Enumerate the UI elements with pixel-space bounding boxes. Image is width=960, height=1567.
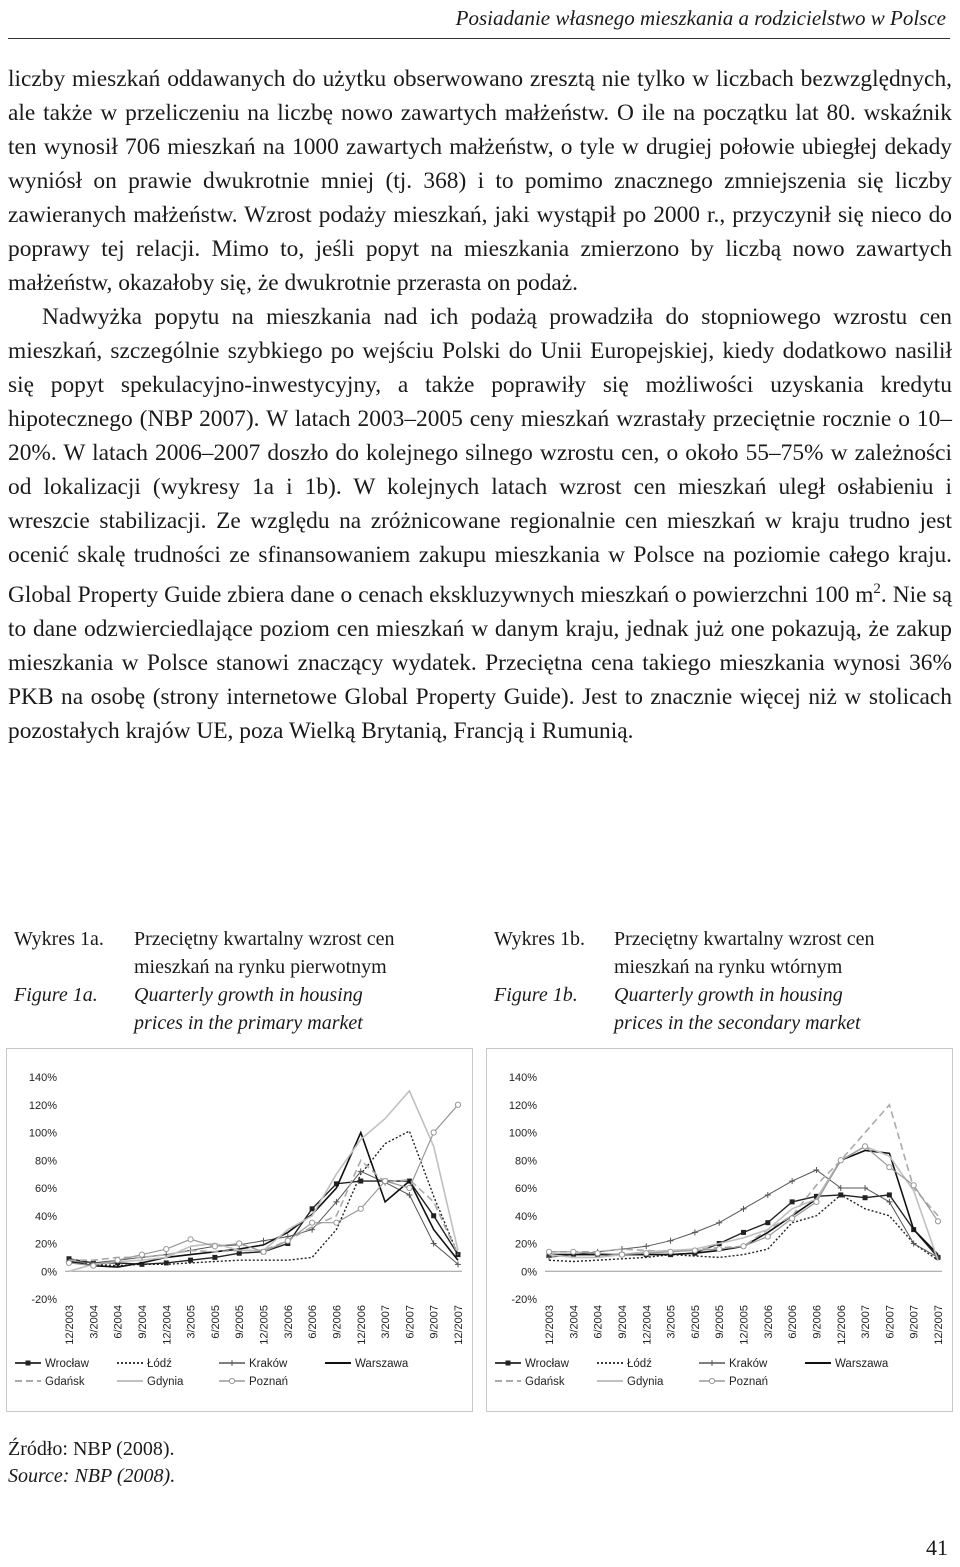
data-point <box>407 1185 412 1190</box>
data-point <box>935 1219 940 1224</box>
legend-label: Gdańsk <box>525 1376 565 1388</box>
x-tick-label: 3/2006 <box>282 1305 295 1339</box>
x-tick-label: 9/2007 <box>908 1305 921 1339</box>
data-point <box>741 1206 747 1212</box>
legend-label: Warszawa <box>355 1358 409 1370</box>
series-line-Warszawa <box>549 1151 938 1255</box>
x-tick-label: 9/2005 <box>234 1305 247 1339</box>
y-tick-label: 0% <box>41 1266 57 1279</box>
legend-label: Kraków <box>249 1358 288 1370</box>
data-point <box>887 1192 892 1197</box>
chart-1a <box>6 1048 473 1412</box>
x-tick-label: 6/2005 <box>689 1305 702 1339</box>
y-tick-label: 120% <box>28 1099 57 1112</box>
x-tick-label: 9/2005 <box>714 1305 727 1339</box>
caption-b-pl-label: Wykres 1b. <box>494 928 585 950</box>
caption-a-en-label: Figure 1a. <box>14 984 98 1006</box>
data-point <box>887 1165 892 1170</box>
data-point <box>358 1179 363 1184</box>
x-tick-label: 12/2003 <box>544 1305 556 1345</box>
x-tick-label: 6/2004 <box>592 1305 605 1339</box>
data-point <box>765 1220 770 1225</box>
page-number: 41 <box>926 1535 948 1560</box>
x-tick-label: 6/2007 <box>404 1305 417 1339</box>
chart-1b-svg <box>487 1049 952 1411</box>
legend-marker <box>506 1361 511 1366</box>
data-point <box>741 1230 746 1235</box>
x-tick-label: 12/2006 <box>835 1305 848 1345</box>
legend-label: Poznań <box>729 1376 769 1388</box>
data-point <box>188 1237 193 1242</box>
data-point <box>911 1183 916 1188</box>
x-tick-label: 6/2004 <box>112 1305 125 1339</box>
x-tick-label: 3/2007 <box>860 1305 873 1339</box>
data-point <box>741 1244 746 1249</box>
data-point <box>455 1102 460 1107</box>
data-point <box>261 1238 267 1244</box>
x-tick-label: 9/2006 <box>331 1305 344 1339</box>
data-point <box>310 1220 315 1225</box>
data-point <box>358 1206 363 1211</box>
legend-marker <box>709 1378 714 1383</box>
caption-a-pl-line2: mieszkań na rynku pierwotnym <box>134 956 387 978</box>
y-tick-label: 20% <box>34 1238 57 1251</box>
y-tick-label: 60% <box>34 1183 57 1195</box>
data-point <box>619 1252 624 1257</box>
series-line-Warszawa <box>69 1133 458 1268</box>
data-point <box>310 1206 315 1211</box>
data-point <box>692 1229 698 1235</box>
data-point <box>643 1243 649 1249</box>
data-point <box>668 1249 673 1254</box>
legend-marker <box>229 1378 234 1383</box>
x-tick-label: 9/2006 <box>811 1305 824 1339</box>
data-point <box>595 1251 600 1256</box>
y-tick-label: 140% <box>508 1072 537 1084</box>
data-point <box>862 1144 867 1149</box>
caption-figure-1b <box>494 925 874 1037</box>
data-point <box>237 1241 242 1246</box>
data-point <box>164 1246 169 1251</box>
data-point <box>91 1263 96 1268</box>
legend-label: Wrocław <box>525 1358 569 1370</box>
legend-label: Gdynia <box>147 1376 184 1388</box>
caption-a-pl-label: Wykres 1a. <box>14 928 104 950</box>
y-tick-label: 20% <box>514 1238 537 1251</box>
data-point <box>790 1199 795 1204</box>
data-point <box>668 1238 674 1244</box>
data-point <box>237 1251 242 1256</box>
x-tick-label: 12/2004 <box>161 1305 174 1345</box>
x-tick-label: 3/2007 <box>380 1305 393 1339</box>
x-tick-label: 3/2004 <box>88 1305 101 1339</box>
paragraph-2-part-1: Nadwyżka popytu na mieszkania nad ich podażą prowadziła do stopniowego wzrostu cen mieszkań, szczególnie szybkiego po wejściu Polski do Unii Europejskiej, kiedy dodatkowo nasilił się popyt spekulacyjno-inwestycyjny, a także poprawiły się możliwości uzyskania kredytu hipotecznego (NBP 2007). W latach 2003–2005 ceny mieszkań wzrastały przeciętnie rocznie o 10–20%. W latach 2006–2007 doszło do kolejnego silnego wzrostu cen, o około 55–75% w zależności od lokalizacji (wykresy 1a i 1b). W kolejnych latach wzrost cen mieszkań uległ osłabieniu i wreszcie stabilizacji. Ze względu na zróżnicowane regionalnie cen mieszkań w kraju trudno jest ocenić skalę trudności ze sfinansowaniem zakupu mieszkania w Polsce na poziomie całego kraju. Global Property Guide zbiera dane o cenach ekskluzywnych mieszkań o powierzchni 100 m <box>8 304 952 608</box>
data-point <box>212 1255 217 1260</box>
data-point <box>66 1260 71 1265</box>
y-tick-label: 100% <box>508 1127 537 1140</box>
data-point <box>139 1252 144 1257</box>
series-line-Gdynia <box>549 1146 938 1260</box>
x-tick-label: 12/2003 <box>64 1305 76 1345</box>
x-tick-label: 3/2006 <box>762 1305 775 1339</box>
data-point <box>285 1238 290 1243</box>
data-point <box>546 1249 551 1254</box>
paragraph-2-part-2: . Nie są to dane odzwierciedlające poziom cen mieszkań w danym kraju, jednak już one pokazują, że zakup mieszkania w Polsce stanowi znaczący wydatek. Przeciętna cena takiego mieszkania wynosi 36% PKB na osobę (strony internetowe Global Property Guide). Jest to znacznie więcej niż w stolicach pozostałych krajów UE, poza Wielką Brytanią, Francją i Rumunią. <box>8 581 952 744</box>
data-point <box>334 1220 339 1225</box>
y-tick-label: 40% <box>34 1210 57 1223</box>
y-tick-label: 60% <box>514 1183 537 1195</box>
data-point <box>644 1251 649 1256</box>
caption-figure-1a <box>14 925 394 1037</box>
x-tick-label: 12/2007 <box>453 1305 465 1345</box>
paragraph-2 <box>8 300 952 748</box>
data-point <box>692 1248 697 1253</box>
running-title: Posiadanie własnego mieszkania a rodzicielstwo w Polsce <box>455 6 946 30</box>
caption-a-en-line1: Quarterly growth in housing <box>134 984 363 1006</box>
legend-marker <box>229 1360 235 1366</box>
data-point <box>571 1249 576 1254</box>
legend-label: Warszawa <box>835 1358 889 1370</box>
x-tick-label: 9/2004 <box>616 1305 629 1339</box>
running-header <box>8 0 950 39</box>
data-point <box>716 1220 722 1226</box>
caption-b-pl-line1: Przeciętny kwartalny wzrost cen <box>614 928 875 950</box>
x-tick-label: 3/2005 <box>185 1305 198 1339</box>
legend-label: Poznań <box>249 1376 289 1388</box>
x-tick-label: 12/2004 <box>641 1305 654 1345</box>
y-tick-label: 40% <box>514 1210 537 1223</box>
x-tick-label: 9/2007 <box>428 1305 441 1339</box>
series-line-Gdańsk <box>549 1105 938 1252</box>
data-point <box>862 1185 868 1191</box>
paragraph-1: liczby mieszkań oddawanych do użytku obserwowano zresztą nie tylko w liczbach bezwzględnych, ale także w przeliczeniu na liczbę nowo zawartych małżeństw. O ile na początku lat 80. wskaźnik ten wynosił 706 mieszkań na 1000 zawartych małżeństw, o tyle w drugiej połowie ubiegłej dekady wyniósł on prawie dwukrotnie mniej (tj. 368) i to pomimo znacznego zmniejszenia się liczby zawieranych małżeństw. Wzrost podaży mieszkań, jaki wystąpił po 2000 r., przyczynił się nieco do poprawy tej relacji. Mimo to, jeśli popyt na mieszkania zmierzono by liczbą nowo zawartych małżeństw, okazałoby się, że dwukrotnie przerasta on podaż. <box>8 66 952 296</box>
x-tick-label: 12/2005 <box>738 1305 751 1345</box>
chart-1a-svg <box>7 1049 472 1411</box>
y-tick-label: 80% <box>514 1155 537 1168</box>
y-tick-label: 120% <box>508 1099 537 1112</box>
legend-marker <box>709 1360 715 1366</box>
chart-1b <box>486 1048 953 1412</box>
data-point <box>765 1192 771 1198</box>
data-point <box>863 1195 868 1200</box>
data-point <box>406 1192 412 1198</box>
data-point <box>431 1213 436 1218</box>
caption-b-en-label: Figure 1b. <box>494 984 578 1006</box>
data-point <box>790 1216 795 1221</box>
caption-a-en-line2: prices in the primary market <box>134 1012 363 1034</box>
x-tick-label: 12/2005 <box>258 1305 271 1345</box>
source-note <box>8 1436 175 1490</box>
legend-label: Kraków <box>729 1358 768 1370</box>
legend-label: Gdańsk <box>45 1376 85 1388</box>
x-tick-label: 12/2007 <box>933 1305 945 1345</box>
data-point <box>789 1178 795 1184</box>
data-point <box>115 1258 120 1263</box>
data-point <box>838 1158 843 1163</box>
data-point <box>765 1234 770 1239</box>
source-en: Source: NBP (2008). <box>8 1465 176 1487</box>
caption-b-pl-line2: mieszkań na rynku wtórnym <box>614 956 843 978</box>
x-tick-label: 9/2004 <box>136 1305 149 1339</box>
data-point <box>188 1258 193 1263</box>
data-point <box>431 1130 436 1135</box>
data-point <box>814 1199 819 1204</box>
legend-label: Łódź <box>147 1358 172 1370</box>
y-tick-label: 0% <box>521 1266 537 1279</box>
source-pl: Źródło: NBP (2008). <box>8 1438 175 1460</box>
x-tick-label: 6/2006 <box>307 1305 320 1339</box>
caption-b-en-line2: prices in the secondary market <box>614 1012 861 1034</box>
x-tick-label: 3/2004 <box>568 1305 581 1339</box>
legend-label: Wrocław <box>45 1358 89 1370</box>
x-tick-label: 6/2007 <box>884 1305 897 1339</box>
y-tick-label: 80% <box>34 1155 57 1168</box>
x-tick-label: 12/2006 <box>355 1305 368 1345</box>
data-point <box>382 1178 387 1183</box>
data-point <box>717 1246 722 1251</box>
superscript-2: 2 <box>873 581 881 597</box>
legend-marker <box>26 1361 31 1366</box>
y-tick-label: 140% <box>28 1072 57 1084</box>
y-tick-label: -20% <box>511 1294 537 1306</box>
x-tick-label: 6/2005 <box>209 1305 222 1339</box>
y-tick-label: 100% <box>28 1127 57 1140</box>
caption-a-pl-line1: Przeciętny kwartalny wzrost cen <box>134 928 395 950</box>
legend-label: Łódź <box>627 1358 652 1370</box>
caption-b-en-line1: Quarterly growth in housing <box>614 984 843 1006</box>
x-tick-label: 3/2005 <box>665 1305 678 1339</box>
data-point <box>212 1244 217 1249</box>
x-tick-label: 6/2006 <box>787 1305 800 1339</box>
data-point <box>261 1249 266 1254</box>
data-point <box>886 1199 892 1205</box>
body-text <box>8 62 952 748</box>
legend-label: Gdynia <box>627 1376 664 1388</box>
y-tick-label: -20% <box>31 1294 57 1306</box>
